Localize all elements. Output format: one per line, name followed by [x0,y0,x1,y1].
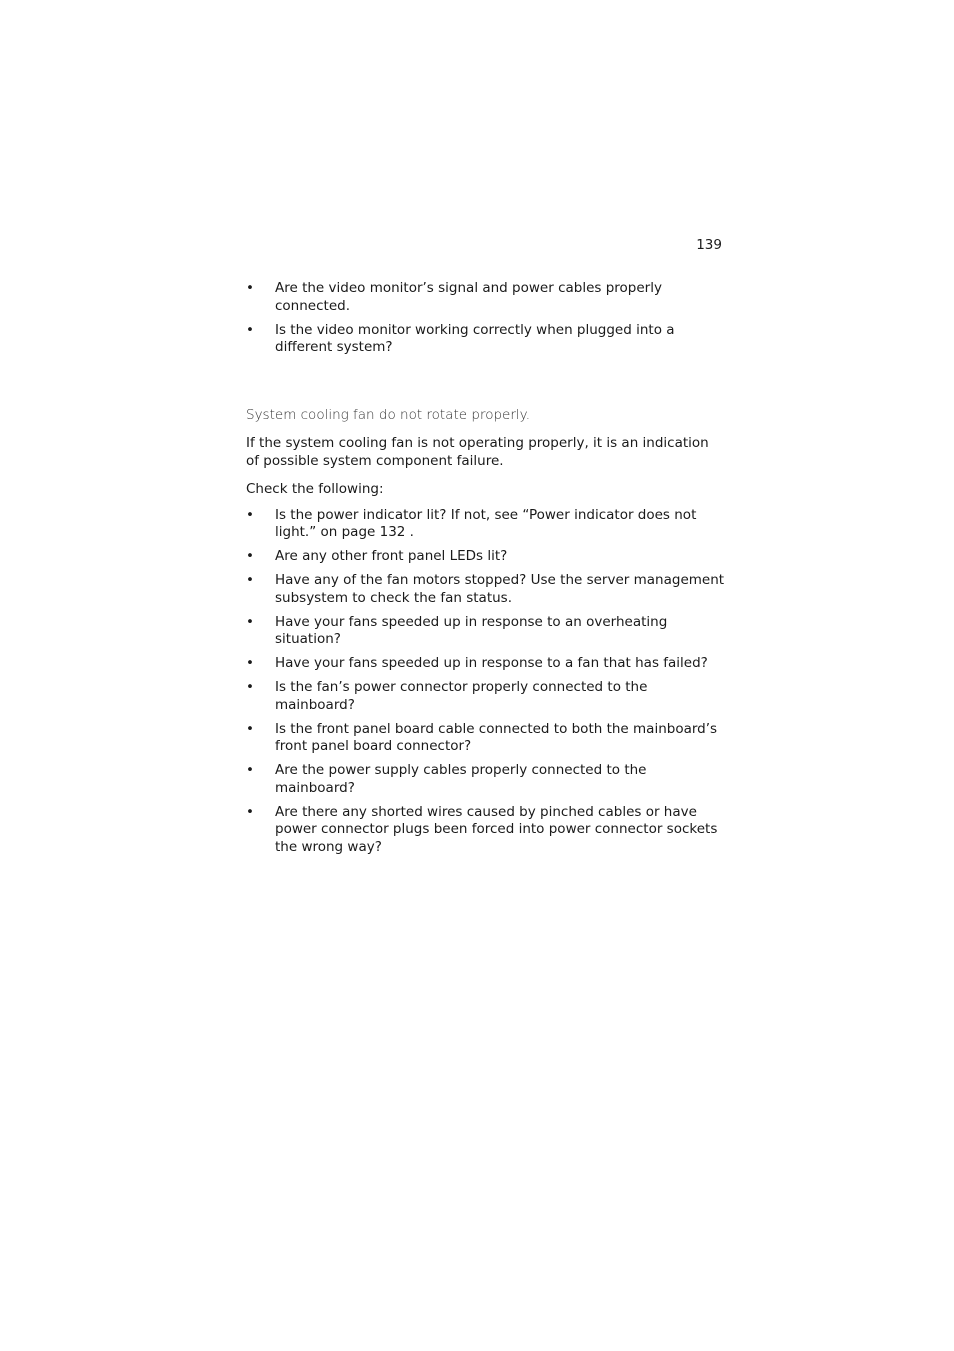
list-item [246,614,726,649]
list-item-text: Is the front panel board cable connected to both the mainboard’s front panel board connector? [275,720,718,754]
list-item-text: Are the power supply cables properly connected to the mainboard? [275,762,647,796]
list-item [246,280,726,315]
bullet-icon: • [246,280,254,296]
list-item [246,655,726,673]
bullet-icon: • [246,572,254,588]
list-item [246,507,726,542]
list-item [246,762,726,797]
list-item [246,548,726,566]
list-item [246,322,726,357]
bullet-icon: • [246,506,254,523]
list-item [246,804,726,857]
page-number: 139 [696,237,722,253]
section-heading: System cooling fan do not rotate properly. [246,406,531,423]
list-item-text: Is the video monitor working correctly when plugged into a different system? [275,321,675,355]
page-content [246,280,726,863]
list-item [246,721,726,756]
bullet-icon: • [246,720,254,737]
check-label: Check the following: [246,481,384,497]
bullet-icon: • [246,548,254,564]
bullet-icon: • [246,613,254,630]
bullet-icon: • [246,655,254,671]
list-item [246,679,726,714]
list-item-text: Are any other front panel LEDs lit? [275,548,508,564]
list-item-text: Have your fans speeded up in response to a fan that has failed? [275,655,708,671]
fan-checklist [246,507,726,857]
bullet-icon: • [246,762,254,778]
list-item-text: Are there any shorted wires caused by pinched cables or have power connector plugs been forced into power connector sockets the wrong way? [275,803,718,855]
bullet-icon: • [246,803,254,820]
list-item-text: Have any of the fan motors stopped? Use the server management subsystem to check the fan status. [275,572,725,606]
list-item-text: Is the power indicator lit? If not, see “Power indicator does not light.” on page 132 . [275,506,697,540]
list-item-text: Are the video monitor’s signal and power cables properly connected. [275,280,662,314]
list-item-text: Have your fans speeded up in response to an overheating situation? [275,613,668,647]
section-paragraph: If the system cooling fan is not operating properly, it is an indication of possible system component failure. [246,435,709,469]
list-item [246,572,726,607]
list-item-text: Is the fan’s power connector properly connected to the mainboard? [275,679,648,713]
bullet-icon: • [246,679,254,695]
bullet-icon: • [246,321,254,338]
video-monitor-checklist [246,280,726,357]
